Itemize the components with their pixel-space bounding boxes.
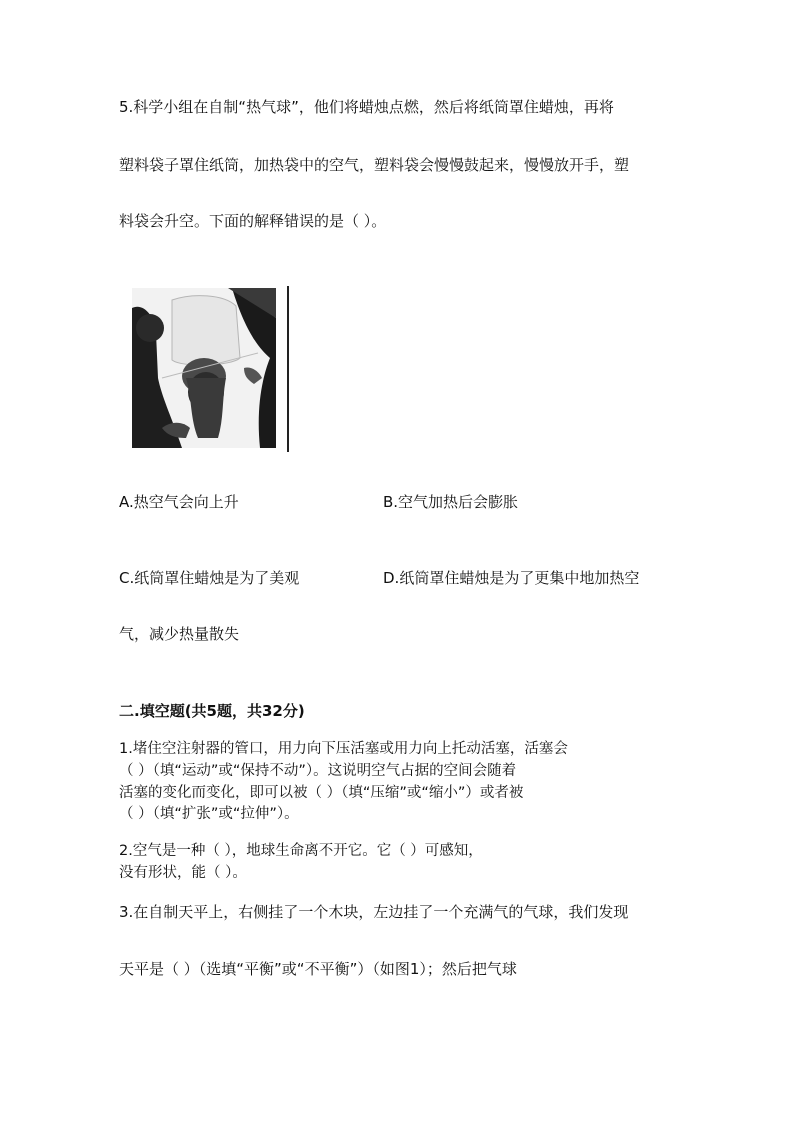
fill-q1-line-2: （ ）（填“运动”或“保持不动”）。这说明空气占据的空间会随着 (119, 763, 517, 779)
option-b: B.空气加热后会膨胀 (383, 493, 519, 511)
option-c: C.纸筒罩住蜡烛是为了美观 (119, 569, 300, 587)
q5-line-2: 塑料袋子罩住纸筒，加热袋中的空气，塑料袋会慢慢鼓起来，慢慢放开手，塑 (119, 156, 630, 174)
option-a: A.热空气会向上升 (119, 493, 239, 511)
fill-q2-line-2: 没有形状，能（ ）。 (119, 865, 247, 881)
option-d-continued: 气，减少热量散失 (119, 625, 240, 643)
photo-divider (287, 286, 289, 452)
fill-q1-line-3: 活塞的变化而变化，即可以被（ ）（填“压缩”或“缩小”）或者被 (119, 785, 524, 801)
fill-q1-line-4: （ ）（填“扩张”或“拉伸”）。 (119, 806, 299, 822)
fill-q1-line-1: 1.堵住空注射器的管口，用力向下压活塞或用力向上托动活塞，活塞会 (119, 741, 568, 757)
q5-line-3: 料袋会升空。下面的解释错误的是（ ）。 (119, 212, 387, 230)
fill-q2-line-1: 2.空气是一种（ ），地球生命离不开它。它（ ）可感知， (119, 843, 483, 859)
fill-q3-line-1: 3.在自制天平上，右侧挂了一个木块，左边挂了一个充满气的气球，我们发现 (119, 903, 629, 921)
hot-air-balloon-photo (132, 288, 276, 448)
option-d: D.纸筒罩住蜡烛是为了更集中地加热空 (383, 569, 640, 587)
fill-q3-line-2: 天平是（ ）（选填“平衡”或“不平衡”）（如图1）；然后把气球 (119, 960, 517, 978)
q5-line-1: 5.科学小组在自制“热气球”，他们将蜡烛点燃，然后将纸筒罩住蜡烛，再将 (119, 98, 614, 116)
section-heading: 二.填空题(共5题，共32分) (119, 702, 305, 720)
